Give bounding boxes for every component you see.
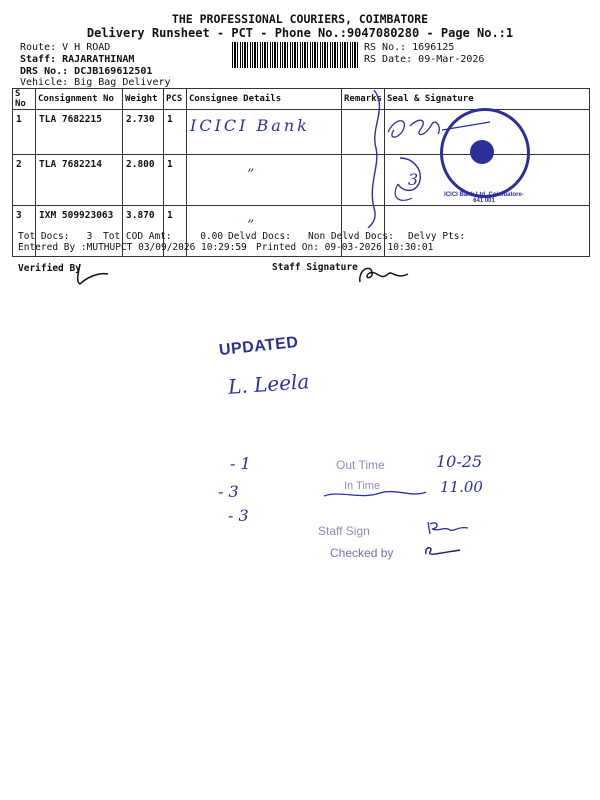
staff-sign-label: Staff Sign	[318, 524, 370, 538]
row-sno: 2	[13, 155, 36, 206]
vehicle: Vehicle: Big Bag Delivery	[20, 77, 171, 88]
in-time-value: 11.00	[440, 478, 483, 496]
drs-number: DRS No.: DCJB169612501	[20, 66, 153, 77]
row-count-mark: 3	[408, 170, 419, 189]
tot-docs: Tot Docs: 3	[18, 231, 93, 242]
scribble-mark	[320, 488, 430, 502]
non-delvd-docs: Non Delvd Docs:	[308, 231, 394, 242]
col-consignment: Consignment No	[36, 89, 123, 110]
out-time-label: Out Time	[336, 458, 385, 472]
rs-date: RS Date: 09-Mar-2026	[364, 54, 485, 65]
bank-logo-icon	[470, 140, 494, 164]
tot-cod: Tot COD Amt: 0.00	[103, 231, 224, 242]
col-weight: Weight	[123, 89, 164, 110]
checked-by-label: Checked by	[330, 546, 394, 560]
route: Route: V H ROAD	[20, 42, 111, 53]
delvy-pts: Delvy Pts:	[408, 231, 466, 242]
col-pcs: PCS	[164, 89, 187, 110]
rs-number: RS No.: 1696125	[364, 42, 455, 53]
staff-signature-label: Staff Signature	[272, 262, 358, 273]
row-consignment: TLA 7682215	[36, 110, 123, 155]
entered-by: Entered By :MUTHUPCT 03/09/2026 10:29:59	[18, 242, 247, 253]
row-pcs: 1	[164, 155, 187, 206]
row-weight: 3.870	[123, 206, 164, 257]
row-pcs: 1	[164, 206, 187, 257]
bank-seal-text: ICICI Bank Ltd. Coimbatore-641 001	[444, 192, 524, 204]
row-sno: 1	[13, 110, 36, 155]
updated-stamp: UPDATED	[218, 333, 300, 360]
row-weight: 2.800	[123, 155, 164, 206]
row-consignment: IXM 509923063	[36, 206, 123, 257]
barcode	[232, 42, 360, 68]
staff: Staff: RAJARATHINAM	[20, 54, 135, 65]
verified-by: Verified By	[18, 263, 81, 274]
out-time-value: 10-25	[436, 452, 483, 471]
tally-line-3: - 3	[228, 506, 249, 525]
printed-on: Printed On: 09-03-2026 10:30:01	[256, 242, 434, 253]
row-weight: 2.730	[123, 110, 164, 155]
row-pcs: 1	[164, 110, 187, 155]
checked-by-mark	[420, 542, 464, 560]
delvd-docs: Delvd Docs:	[228, 231, 291, 242]
updated-signature: L. Leela	[227, 369, 311, 399]
col-seal: Seal & Signature	[384, 89, 589, 110]
staff-sign-mark	[424, 518, 474, 538]
row-consignee: ”	[187, 206, 342, 257]
row-sno: 3	[13, 206, 36, 257]
row-consignee: ICICI Bank	[187, 110, 342, 155]
in-time-label: In Time	[344, 480, 381, 492]
row-consignee: ”	[187, 155, 342, 206]
company-name: THE PROFESSIONAL COURIERS, COIMBATORE	[171, 12, 429, 26]
tally-line-1: - 1	[230, 454, 251, 473]
runsheet-title: Delivery Runsheet - PCT - Phone No.:9047080280 - Page No.:1	[86, 26, 514, 40]
tally-line-2: - 3	[218, 482, 239, 501]
col-sno: S No	[13, 89, 36, 110]
col-consignee: Consignee Details	[187, 89, 342, 110]
col-remarks: Remarks	[342, 89, 385, 110]
verified-signature-mark	[74, 262, 114, 286]
row-consignment: TLA 7682214	[36, 155, 123, 206]
staff-signature-mark	[354, 262, 414, 288]
